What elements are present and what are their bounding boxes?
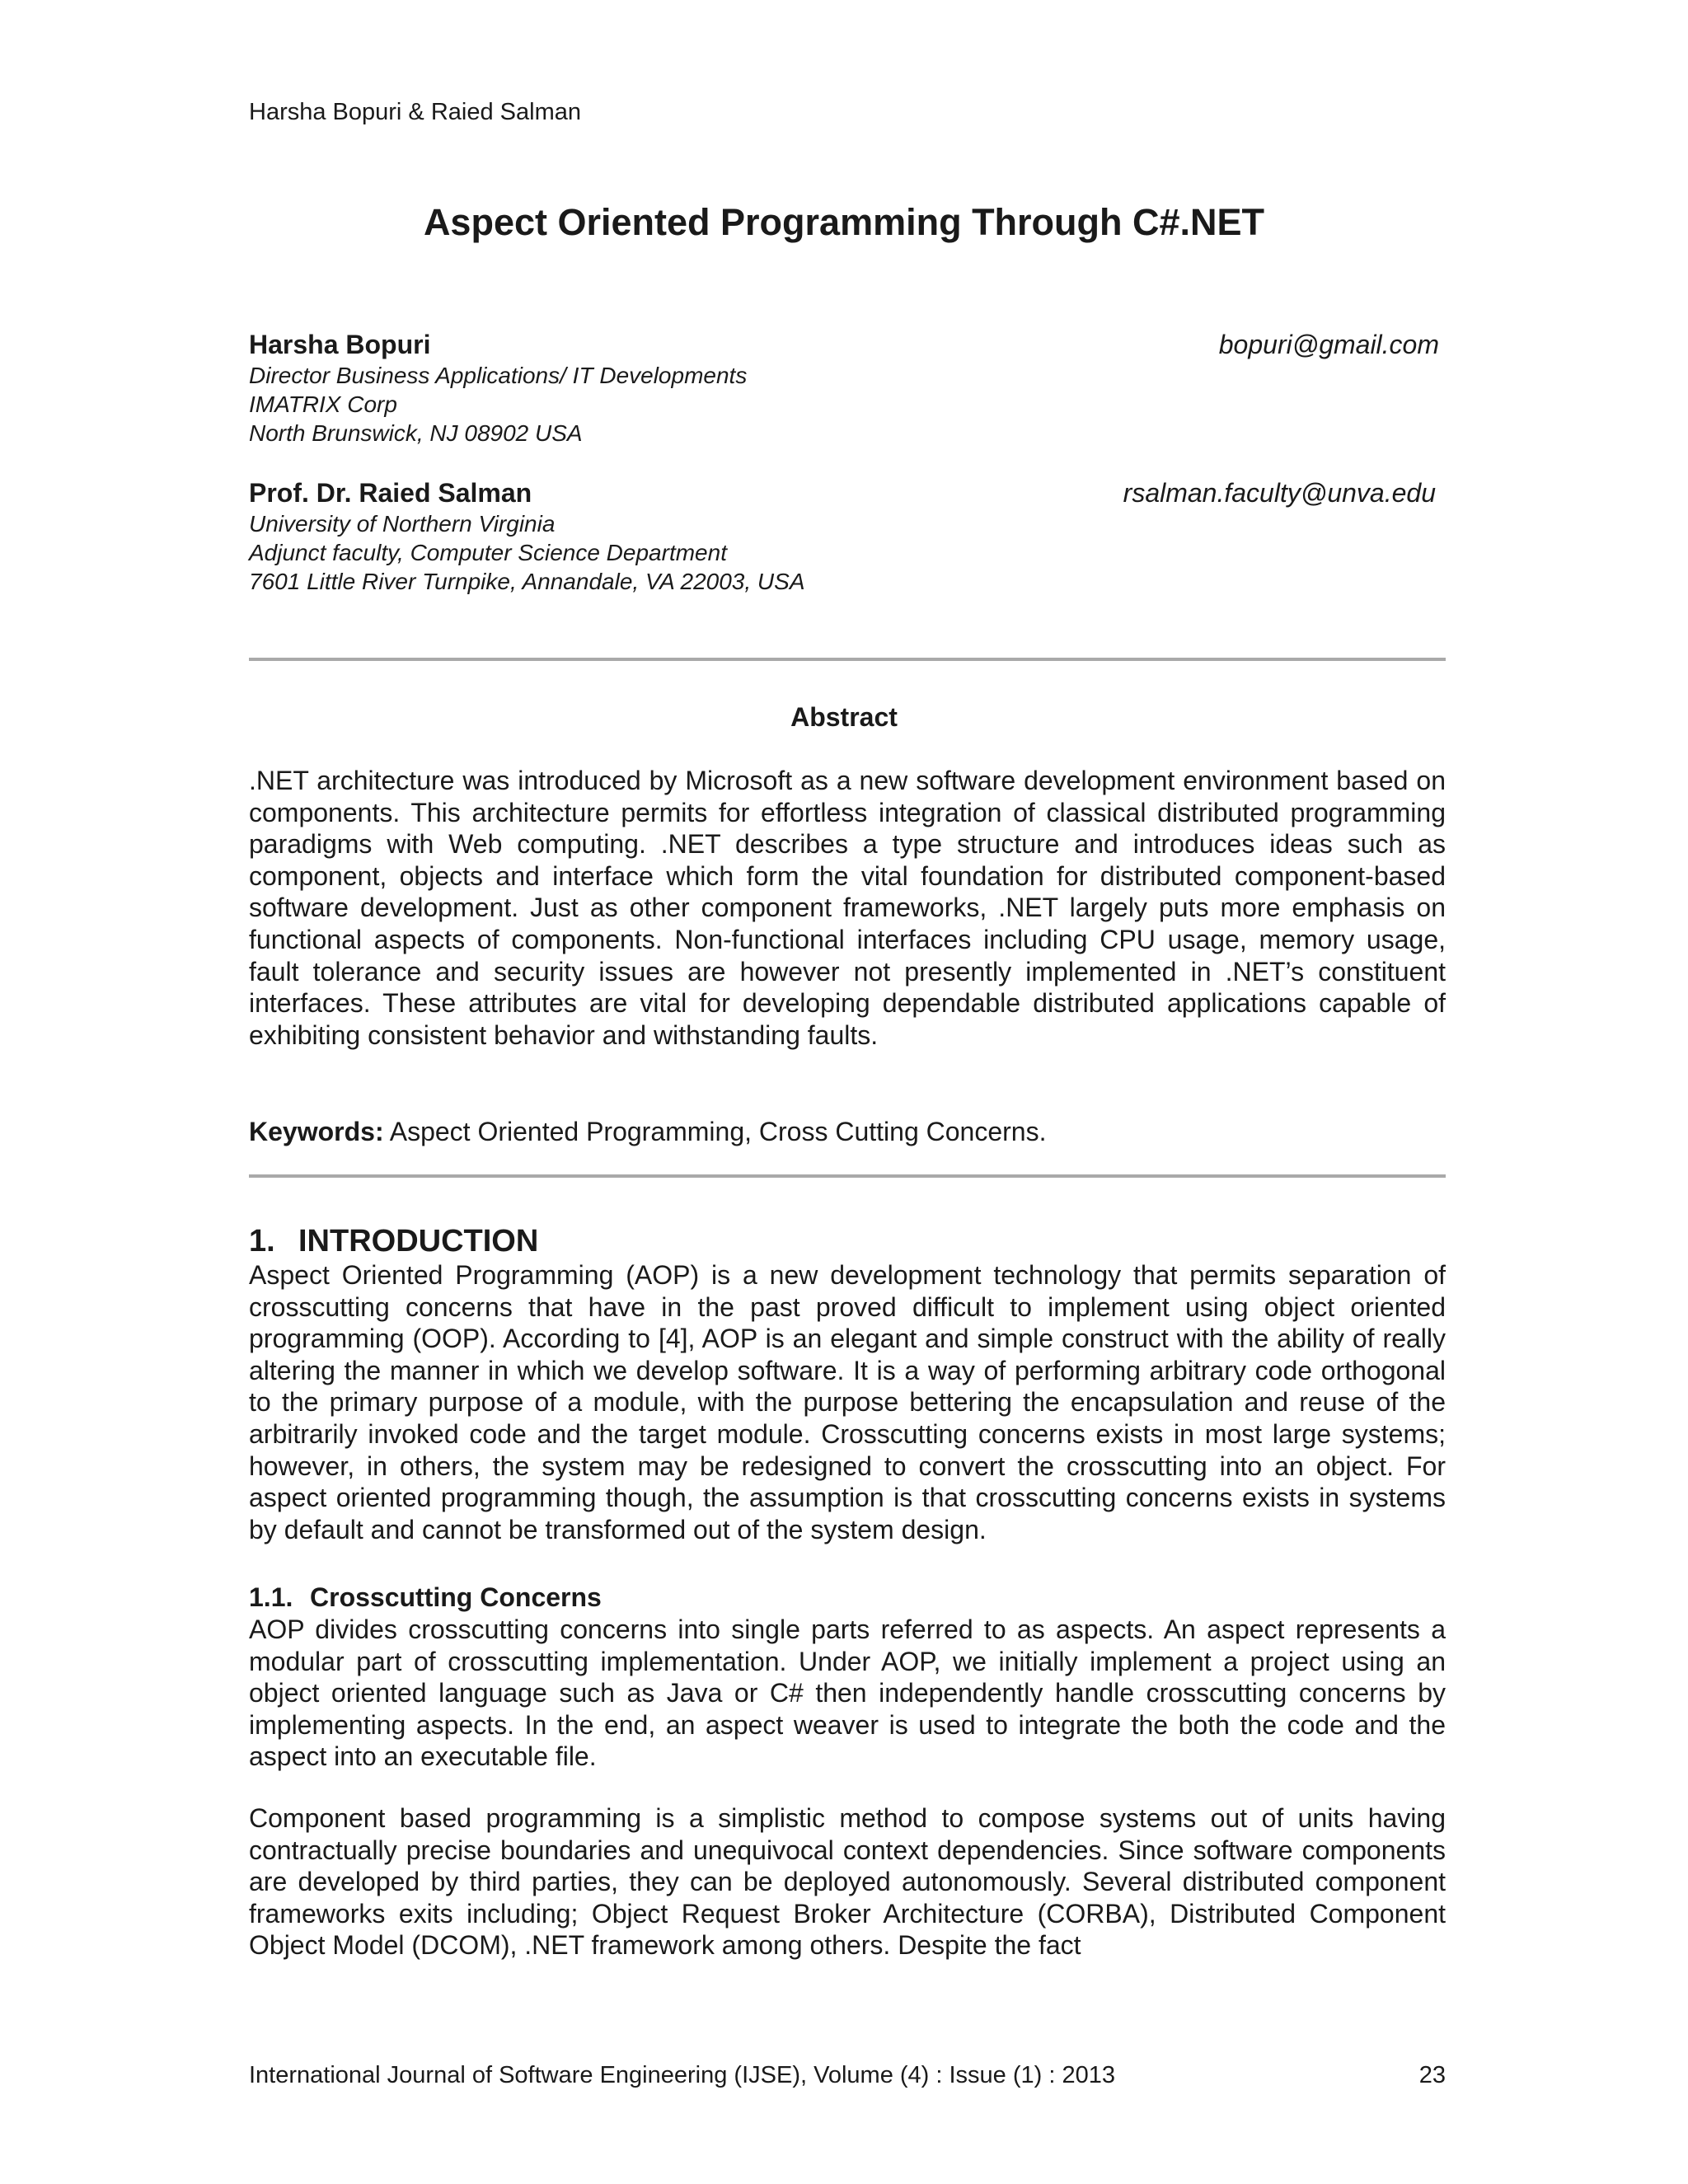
author-affiliation-line: University of Northern Virginia xyxy=(249,511,556,537)
author-affiliation-line: 7601 Little River Turnpike, Annandale, VA 22003, USA xyxy=(249,569,805,594)
section-number: 1. xyxy=(249,1224,275,1258)
author-affiliation-line: Adjunct faculty, Computer Science Department xyxy=(249,540,727,565)
author-name: Prof. Dr. Raied Salman xyxy=(249,478,532,508)
paper-title: Aspect Oriented Programming Through C#.NET xyxy=(423,201,1265,243)
author-affiliation-line: North Brunswick, NJ 08902 USA xyxy=(249,420,583,446)
author-block-bopuri xyxy=(249,328,1447,448)
crosscutting-paragraph-2: Component based programming is a simplistic method to compose systems out of units having contractually precise boundaries and unequivocal context dependencies. Since software components are developed by third parties, they can be deployed autonomously. Several distributed component frameworks exits including; Object Request Broker Architecture (CORBA), Distributed Component Object Model (DCOM), .NET framework among others. Despite the fact xyxy=(249,1803,1446,1961)
footer-journal: International Journal of Software Engineering (IJSE), Volume (4) : Issue (1) : 2013 xyxy=(249,2062,1115,2088)
crosscutting-paragraph-1: AOP divides crosscutting concerns into single parts referred to as aspects. An aspect represents a modular part of crosscutting implementation. Under AOP, we initially implement a project using an object oriented language such as Java or C# then independently handle crosscutting concerns by implementing aspects. In the end, an aspect weaver is used to integrate the both the code and the aspect into an executable file. xyxy=(249,1615,1446,1772)
author-email[interactable]: rsalman.faculty@unva.edu xyxy=(1123,478,1436,508)
keywords-text: Aspect Oriented Programming, Cross Cutting Concerns. xyxy=(389,1117,1047,1146)
keywords-label: Keywords: xyxy=(249,1117,384,1146)
subsection-heading-crosscutting xyxy=(249,1581,602,1614)
divider-bottom xyxy=(249,1174,1446,1178)
author-email[interactable]: bopuri@gmail.com xyxy=(1218,330,1439,359)
author-affiliation-line: Director Business Applications/ IT Developments xyxy=(249,363,748,388)
author-block-salman xyxy=(249,476,1447,596)
page-footer xyxy=(249,2060,1446,2090)
running-header: Harsha Bopuri & Raied Salman xyxy=(249,99,581,125)
page-number: 23 xyxy=(1418,2062,1446,2088)
author-name: Harsha Bopuri xyxy=(249,330,431,359)
subsection-number: 1.1. xyxy=(249,1582,293,1612)
section-heading-introduction xyxy=(249,1222,538,1260)
keywords xyxy=(249,1115,1046,1148)
introduction-text: Aspect Oriented Programming (AOP) is a new development technology that permits separation of crosscutting concerns that have in the past proved difficult to implement using object oriented programming (OOP). According to [4], AOP is an elegant and simple construct with the ability of really altering the manner in which we develop software. It is a way of performing arbitrary code orthogonal to the primary purpose of a module, with the purpose bettering the encapsulation and reuse of the arbitrarily invoked code and the target module. Crosscutting concerns exists in most large systems; however, in others, the system may be redesigned to convert the crosscutting into an object. For aspect oriented programming though, the assumption is that crosscutting concerns exists in systems by default and cannot be transformed out of the system design. xyxy=(249,1260,1446,1544)
section-title: INTRODUCTION xyxy=(298,1224,539,1258)
abstract-text: .NET architecture was introduced by Microsoft as a new software development environment based on components. This architecture permits for effortless integration of classical distributed programming paradigms with Web computing. .NET describes a type structure and introduces ideas such as component, objects and interface which form the vital foundation for distributed component-based software development. Just as other component frameworks, .NET largely puts more emphasis on functional aspects of components. Non-functional interfaces including CPU usage, memory usage, fault tolerance and security issues are however not presently implemented in .NET’s constituent interfaces. These attributes are vital for developing dependable distributed applications capable of exhibiting consistent behavior and withstanding faults. xyxy=(249,766,1446,1050)
divider-top xyxy=(249,658,1446,661)
author-affiliation-line: IMATRIX Corp xyxy=(249,391,397,417)
subsection-title: Crosscutting Concerns xyxy=(310,1582,602,1612)
abstract-heading: Abstract xyxy=(790,702,898,732)
